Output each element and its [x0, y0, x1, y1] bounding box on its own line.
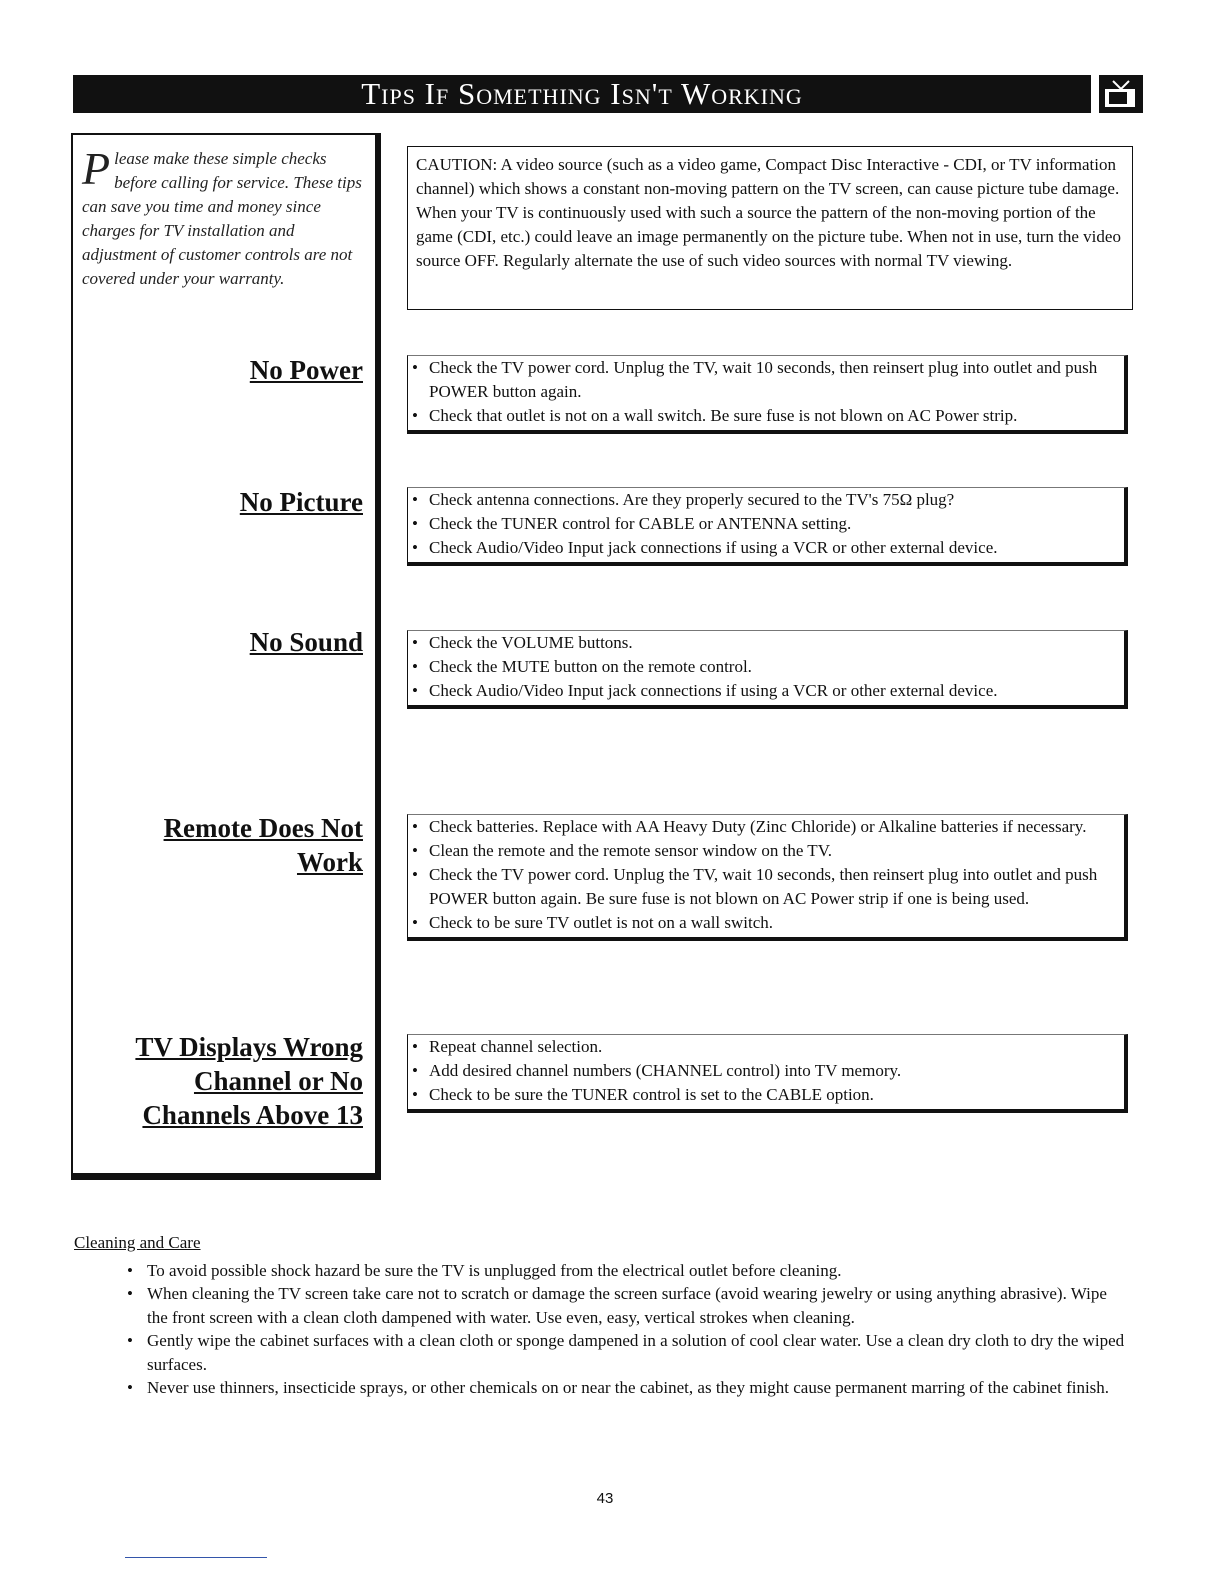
tv-repair-icon: [1099, 75, 1143, 113]
list-item: • To avoid possible shock hazard be sure the TV is unplugged from the electrical outlet before cleaning.: [127, 1259, 1127, 1282]
topic-title-remote-line2: Work: [296, 847, 363, 877]
intro-dropcap: P: [82, 143, 111, 194]
tips-remote: [407, 814, 1128, 941]
tips-wrong-channel: [407, 1034, 1128, 1113]
page-title: Tips If Something Isn't Working: [361, 76, 803, 111]
cleaning-title: Cleaning and Care: [74, 1233, 201, 1252]
list-item: • Never use thinners, insecticide sprays, or other chemicals on or near the cabinet, as they might cause permanent marring of the cabinet finish.: [127, 1376, 1127, 1399]
topic-title-wrong-channel-line2: Channel or No: [193, 1066, 363, 1096]
tips-no-picture: [407, 487, 1128, 566]
list-item: • Check the TV power cord. Unplug the TV, wait 10 seconds, then reinsert plug into outlet and push POWER button again.: [408, 356, 1118, 404]
list-item: • Check the TUNER control for CABLE or ANTENNA setting.: [408, 512, 1118, 536]
topic-title-no-picture: No Picture: [239, 487, 363, 517]
caution-box: CAUTION: A video source (such as a video game, Compact Disc Interactive - CDI, or TV information channel) which shows a constant non-moving pattern on the TV screen, can cause picture tube damage. When your TV is continuously used with such a source the pattern of the non-moving portion of the game (CDI, etc.) could leave an image permanently on the picture tube. When not in use, turn the video source OFF. Regularly alternate the use of such video sources with normal TV viewing.: [407, 146, 1133, 310]
topic-title-no-power: No Power: [249, 355, 363, 385]
list-item: • Check the TV power cord. Unplug the TV, wait 10 seconds, then reinsert plug into outlet and push POWER button again. Be sure fuse is not blown on AC Power strip if one is being used.: [408, 863, 1118, 911]
list-item: • Check batteries. Replace with AA Heavy Duty (Zinc Chloride) or Alkaline batteries if necessary.: [408, 815, 1118, 839]
tips-no-sound: [407, 630, 1128, 709]
list-item: • Check the MUTE button on the remote control.: [408, 655, 1118, 679]
intro-text: lease make these simple checks before calling for service. These tips can save you time and money since charges for TV installation and adjustment of customer controls are not covered under your warranty.: [82, 149, 362, 288]
list-item: • Check that outlet is not on a wall switch. Be sure fuse is not blown on AC Power strip.: [408, 404, 1118, 428]
sidebar: [71, 133, 381, 1180]
list-item: • Check the VOLUME buttons.: [408, 631, 1118, 655]
list-item: • Clean the remote and the remote sensor window on the TV.: [408, 839, 1118, 863]
topic-title-remote: [164, 811, 363, 879]
list-item: • When cleaning the TV screen take care not to scratch or damage the screen surface (avoid wearing jewelry or using anything abrasive). Wipe the front screen with a clean cloth dampened with water. Use even, easy, vertical strokes when cleaning.: [127, 1282, 1127, 1329]
footer-divider: [125, 1557, 267, 1558]
list-item: • Check Audio/Video Input jack connections if using a VCR or other external device.: [408, 536, 1118, 560]
list-item: • Check Audio/Video Input jack connections if using a VCR or other external device.: [408, 679, 1118, 703]
page-number: 43: [596, 1490, 614, 1507]
topic-title-wrong-channel-line1: TV Displays Wrong: [135, 1032, 363, 1062]
list-item: • Repeat channel selection.: [408, 1035, 1118, 1059]
topic-title-no-sound: No Sound: [249, 627, 363, 657]
topic-title-wrong-channel-line3: Channels Above 13: [142, 1100, 363, 1130]
topic-title-remote-line1: Remote Does Not: [163, 813, 363, 843]
list-item: • Check to be sure TV outlet is not on a wall switch.: [408, 911, 1118, 935]
list-item: • Check antenna connections. Are they properly secured to the TV's 75Ω plug?: [408, 488, 1118, 512]
page-title-bar: [73, 75, 1091, 113]
tips-no-power: [407, 355, 1128, 434]
list-item: • Add desired channel numbers (CHANNEL control) into TV memory.: [408, 1059, 1118, 1083]
list-item: • Gently wipe the cabinet surfaces with a clean cloth or sponge dampened in a solution of cool clear water. Use a clean dry cloth to dry the wiped surfaces.: [127, 1329, 1127, 1376]
intro-paragraph: [82, 143, 366, 291]
cleaning-list: [127, 1259, 1127, 1399]
list-item: • Check to be sure the TUNER control is set to the CABLE option.: [408, 1083, 1118, 1107]
topic-title-wrong-channel: [135, 1030, 363, 1132]
